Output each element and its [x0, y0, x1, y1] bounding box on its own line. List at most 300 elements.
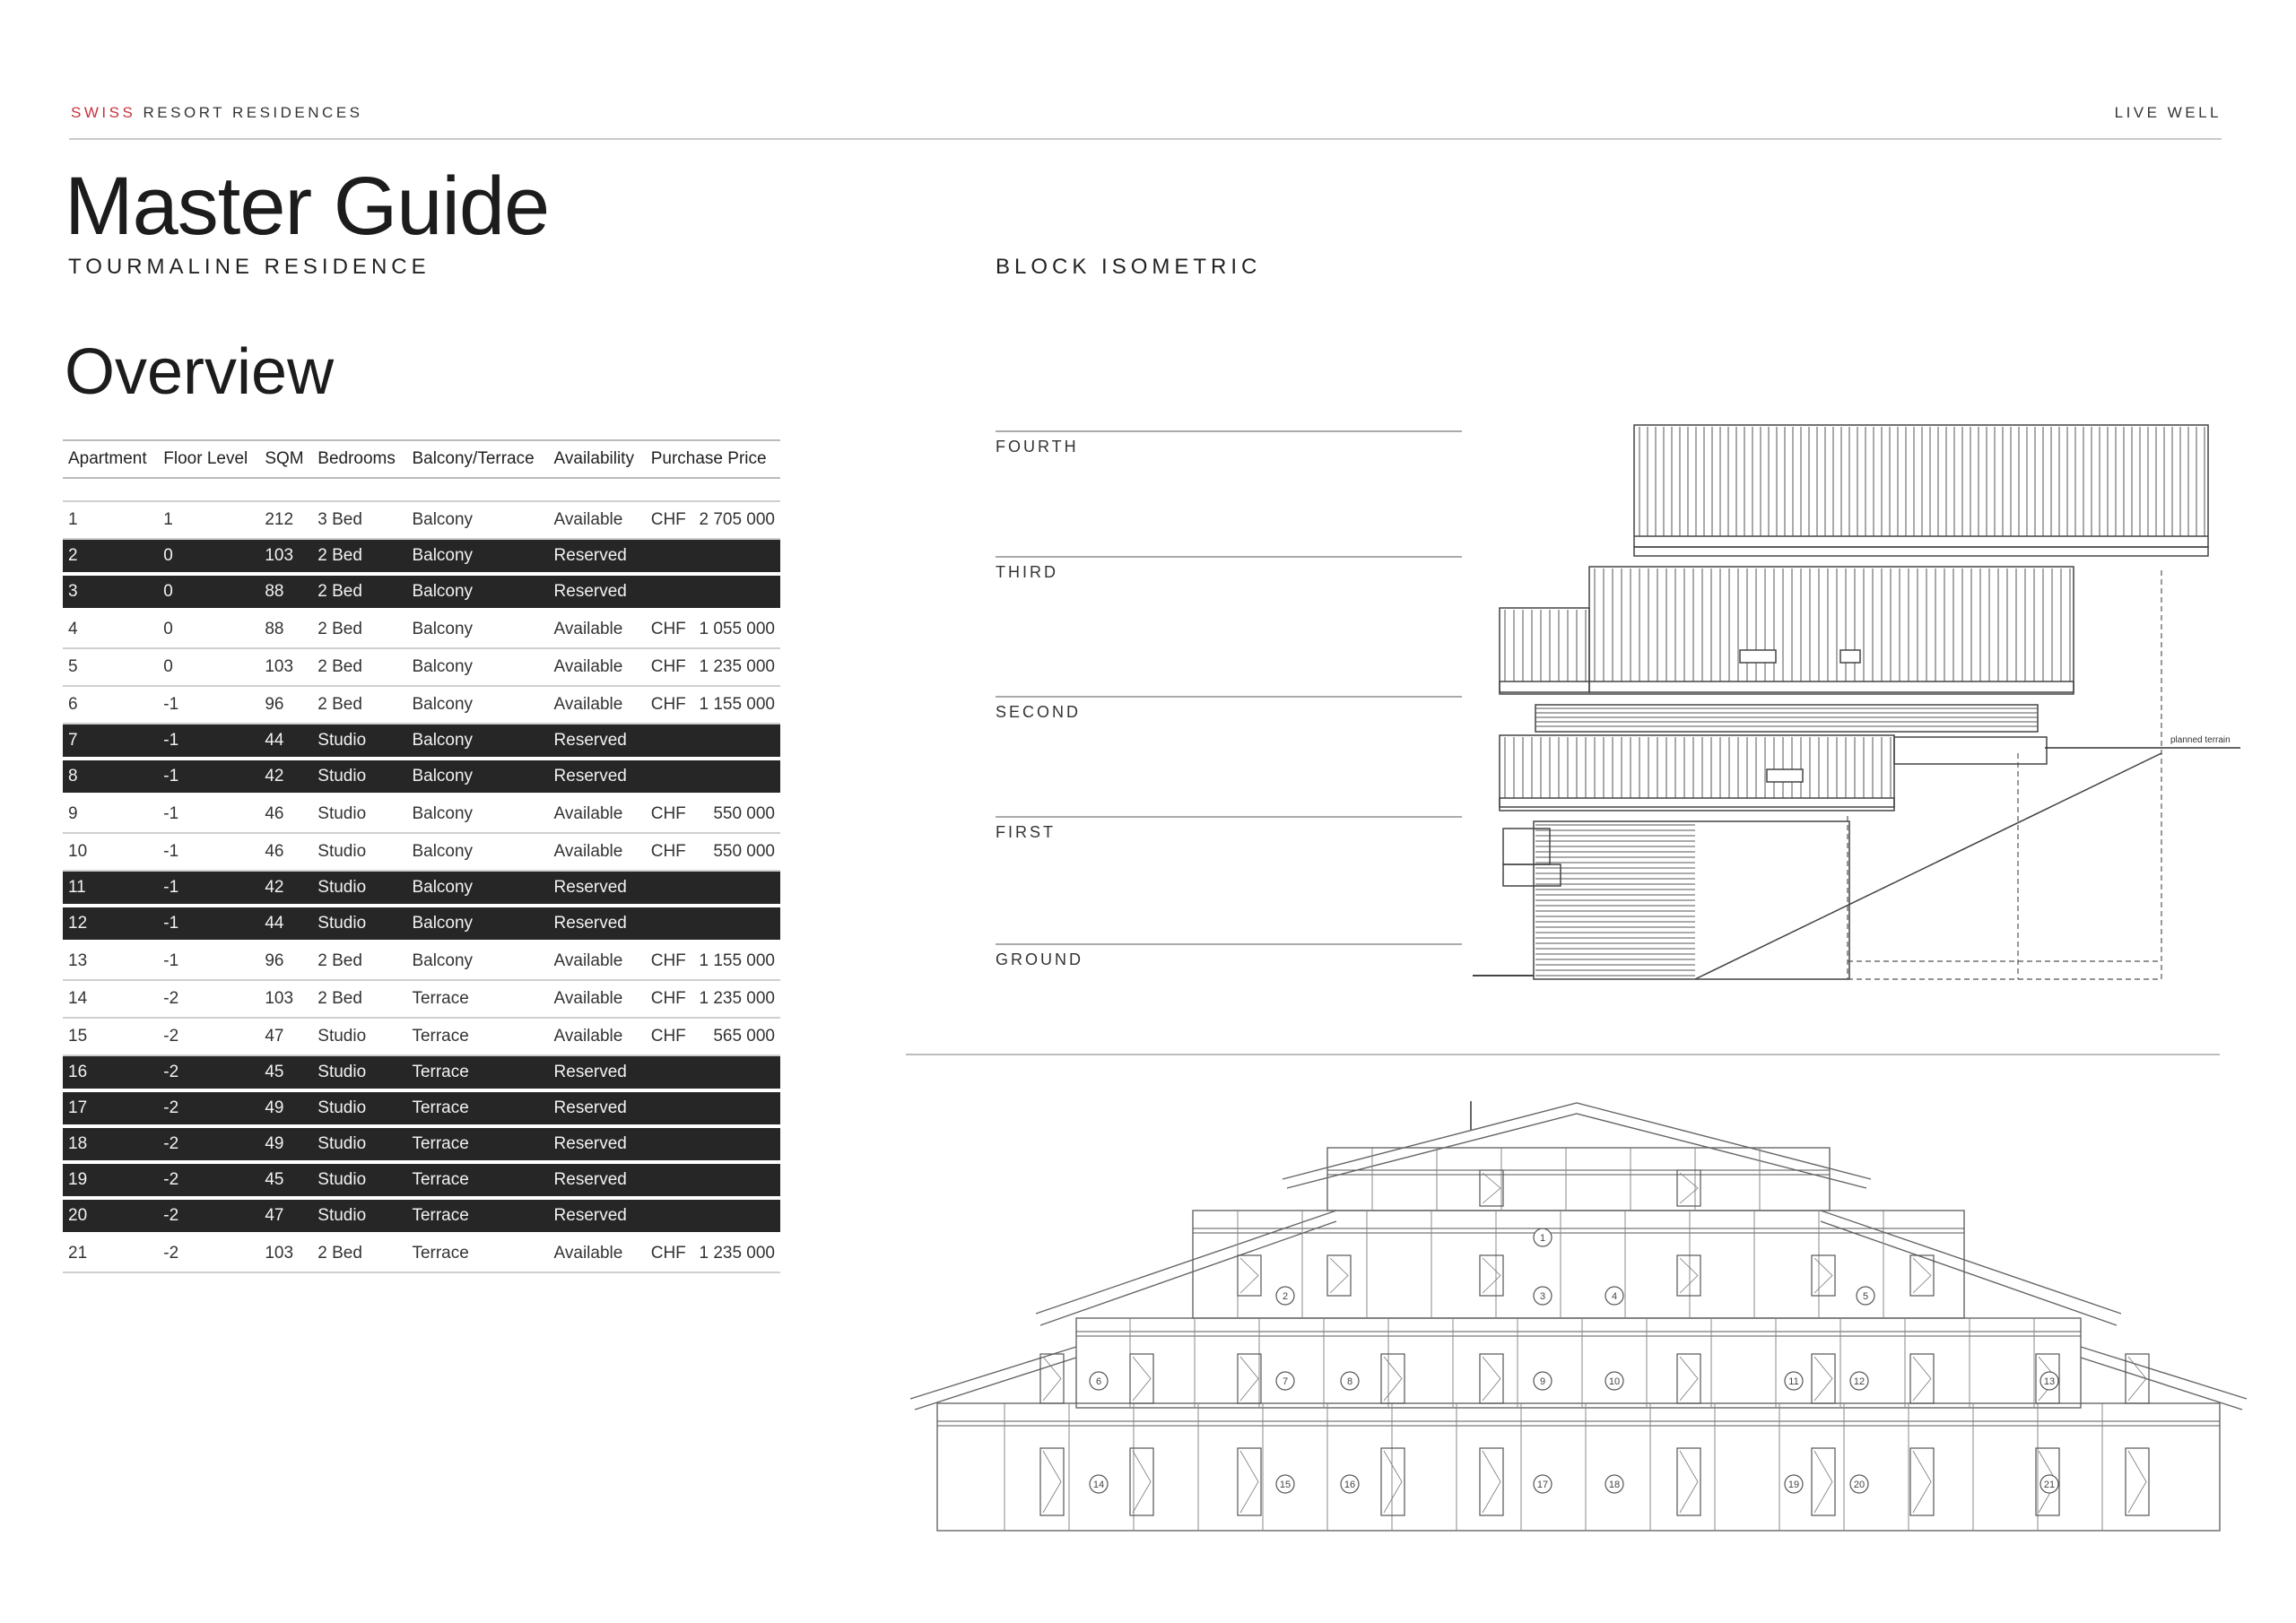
table-row [63, 724, 780, 759]
table-row [63, 833, 780, 871]
price-wrap [651, 1244, 775, 1263]
col-availability-cell: Available [549, 1018, 646, 1055]
window-door [1480, 1255, 1503, 1296]
spacer-cell [63, 478, 780, 501]
window-door [1480, 1448, 1503, 1515]
col-availability-cell: Available [549, 942, 646, 980]
second-floor-terrace [1894, 737, 2047, 764]
unit-marker-number: 7 [1282, 1376, 1289, 1387]
window-door [1910, 1354, 1934, 1403]
col-apartment-cell: 7 [63, 724, 158, 759]
floor-label-third: THIRD [996, 556, 1462, 582]
unit-marker-number: 18 [1608, 1480, 1621, 1490]
price-wrap [651, 657, 775, 677]
col-purchase-price-cell [646, 501, 780, 539]
col-bedrooms-cell: 2 Bed [312, 610, 406, 648]
col-bedrooms-cell: Studio [312, 1018, 406, 1055]
page-title: Master Guide [65, 161, 550, 252]
unit-marker-number: 20 [1853, 1480, 1866, 1490]
price-amount: 1 155 000 [699, 951, 775, 970]
third-floor-window [1840, 650, 1860, 663]
col-sqm-cell: 44 [259, 906, 312, 942]
price-amount: 1 235 000 [699, 1244, 775, 1263]
table-row [63, 1162, 780, 1198]
second-floor-cladding [1505, 737, 1891, 798]
col-floor-level-cell: 0 [158, 610, 259, 648]
window-door [1238, 1354, 1261, 1403]
col-floor-level-cell: -2 [158, 1198, 259, 1234]
col-balcony-terrace-cell: Balcony [406, 724, 548, 759]
col-bedrooms-cell: 2 Bed [312, 942, 406, 980]
floor-label-first: FIRST [996, 816, 1462, 842]
price-currency: CHF [650, 1027, 686, 1046]
table-row [63, 1126, 780, 1162]
col-sqm-cell: 103 [259, 539, 312, 574]
col-apartment-cell: 21 [63, 1234, 158, 1272]
col-bedrooms-header: Bedrooms [312, 440, 406, 478]
col-bedrooms-cell: Studio [312, 1162, 406, 1198]
isometric-title: BLOCK ISOMETRIC [996, 255, 1262, 279]
col-balcony-terrace-cell: Balcony [406, 871, 548, 906]
col-purchase-price-cell [646, 980, 780, 1018]
window-door-swing [1043, 1451, 1061, 1513]
window-door-swing [1913, 1357, 1931, 1401]
price-amount: 565 000 [713, 1027, 775, 1046]
col-sqm-cell: 45 [259, 1055, 312, 1090]
col-apartment-cell: 14 [63, 980, 158, 1018]
col-bedrooms-cell: 2 Bed [312, 648, 406, 686]
col-floor-level-cell: -2 [158, 1055, 259, 1090]
col-balcony-terrace-cell: Balcony [406, 942, 548, 980]
unit-marker-number: 4 [1611, 1291, 1618, 1302]
left-upper-roof [1036, 1211, 1336, 1325]
fourth-floor-cladding [1639, 427, 2205, 536]
window-door-swing [1680, 1258, 1698, 1293]
second-floor-balcony-rails [1535, 708, 2038, 726]
col-floor-level-cell: -2 [158, 980, 259, 1018]
price-amount: 1 235 000 [699, 989, 775, 1008]
window-door-swing [1384, 1451, 1402, 1513]
unit-marker-number: 11 [1788, 1376, 1799, 1387]
unit-marker-number: 10 [1608, 1376, 1621, 1387]
col-floor-level-cell: -2 [158, 1090, 259, 1126]
col-floor-level-cell: -1 [158, 686, 259, 724]
table-row [63, 539, 780, 574]
col-sqm-cell: 96 [259, 942, 312, 980]
unit-marker-number: 16 [1344, 1480, 1356, 1490]
col-apartment-cell: 1 [63, 501, 158, 539]
col-apartment-cell: 12 [63, 906, 158, 942]
col-purchase-price-cell [646, 1198, 780, 1234]
price-wrap [651, 842, 775, 862]
window-door-swing [1680, 1451, 1698, 1513]
col-apartment-cell: 18 [63, 1126, 158, 1162]
col-availability-cell: Reserved [549, 1126, 646, 1162]
col-purchase-price-cell [646, 942, 780, 980]
table-row [63, 1090, 780, 1126]
window-door-swing [1680, 1357, 1698, 1401]
col-bedrooms-cell: 2 Bed [312, 980, 406, 1018]
col-availability-cell: Reserved [549, 1162, 646, 1198]
unit-marker-number: 5 [1862, 1291, 1869, 1302]
col-sqm-cell: 103 [259, 648, 312, 686]
col-balcony-terrace-cell: Terrace [406, 1018, 548, 1055]
col-sqm-cell: 103 [259, 980, 312, 1018]
col-floor-level-cell: -2 [158, 1234, 259, 1272]
col-apartment-cell: 11 [63, 871, 158, 906]
col-purchase-price-cell [646, 1018, 780, 1055]
left-lower-roof [910, 1347, 1076, 1410]
col-availability-cell: Reserved [549, 871, 646, 906]
third-floor-block [1589, 567, 2074, 692]
col-floor-level-cell: 0 [158, 574, 259, 610]
window-door [1480, 1354, 1503, 1403]
unit-marker-number: 6 [1095, 1376, 1102, 1387]
window-door [1130, 1354, 1153, 1403]
col-sqm-cell: 49 [259, 1126, 312, 1162]
brand-rest: RESORT RESIDENCES [135, 104, 363, 121]
col-bedrooms-cell: Studio [312, 871, 406, 906]
unit-marker-number: 3 [1539, 1291, 1546, 1302]
table-row [63, 1018, 780, 1055]
price-amount: 550 000 [713, 842, 775, 861]
price-currency: CHF [650, 657, 686, 676]
window-door-swing [1483, 1258, 1500, 1293]
main-roof-inner [1287, 1114, 1866, 1188]
col-floor-level-cell: -1 [158, 759, 259, 794]
floor-band [1076, 1332, 2081, 1336]
floor-label-second: SECOND [996, 696, 1462, 722]
window-door-swing [1814, 1451, 1832, 1513]
col-floor-level-cell: -2 [158, 1126, 259, 1162]
col-availability-cell: Available [549, 686, 646, 724]
col-balcony-terrace-cell: Balcony [406, 906, 548, 942]
col-availability-cell: Available [549, 501, 646, 539]
col-purchase-price-cell [646, 759, 780, 794]
col-sqm-cell: 96 [259, 686, 312, 724]
col-floor-level-cell: 1 [158, 501, 259, 539]
col-apartment-cell: 6 [63, 686, 158, 724]
col-apartment-cell: 3 [63, 574, 158, 610]
col-balcony-terrace-cell: Terrace [406, 1198, 548, 1234]
third-floor-wing-cladding [1505, 610, 1586, 681]
window-door-swing [1483, 1173, 1500, 1203]
price-currency: CHF [650, 1244, 686, 1263]
page-subtitle: TOURMALINE RESIDENCE [68, 255, 430, 279]
col-balcony-terrace-cell: Terrace [406, 1162, 548, 1198]
col-balcony-terrace-cell: Terrace [406, 980, 548, 1018]
window-door [1812, 1255, 1835, 1296]
col-floor-level-cell: 0 [158, 539, 259, 574]
fourth-floor-slab [1634, 547, 2208, 556]
unit-marker-number: 19 [1787, 1480, 1800, 1490]
col-availability-cell: Reserved [549, 1198, 646, 1234]
col-bedrooms-cell: Studio [312, 1198, 406, 1234]
price-amount: 1 155 000 [699, 695, 775, 714]
col-apartment-cell: 20 [63, 1198, 158, 1234]
window-door [1040, 1354, 1064, 1403]
window-door [1381, 1354, 1405, 1403]
window-door [1910, 1255, 1934, 1296]
col-availability-cell: Reserved [549, 906, 646, 942]
col-balcony-terrace-cell: Balcony [406, 648, 548, 686]
window-door-swing [1913, 1258, 1931, 1293]
window-door [1040, 1448, 1064, 1515]
col-bedrooms-cell: Studio [312, 1090, 406, 1126]
col-balcony-terrace-cell: Terrace [406, 1090, 548, 1126]
upper-middle-frame [1193, 1211, 1964, 1318]
price-wrap [651, 510, 775, 530]
lower-floor-shutters [1535, 825, 1695, 976]
col-apartment-header: Apartment [63, 440, 158, 478]
col-bedrooms-cell: 2 Bed [312, 574, 406, 610]
col-availability-cell: Reserved [549, 759, 646, 794]
table-row [63, 871, 780, 906]
col-apartment-cell: 10 [63, 833, 158, 871]
table-row [63, 1055, 780, 1090]
col-purchase-price-cell [646, 794, 780, 833]
col-sqm-cell: 44 [259, 724, 312, 759]
unit-marker-number: 9 [1539, 1376, 1546, 1387]
col-availability-cell: Reserved [549, 539, 646, 574]
col-apartment-cell: 9 [63, 794, 158, 833]
col-availability-cell: Available [549, 833, 646, 871]
col-purchase-price-cell [646, 539, 780, 574]
col-purchase-price-cell [646, 906, 780, 942]
window-door [1677, 1170, 1700, 1206]
price-wrap [651, 951, 775, 971]
unit-marker-number: 1 [1539, 1233, 1546, 1244]
window-door [1910, 1448, 1934, 1515]
floor-band [937, 1421, 2220, 1426]
third-floor-cladding [1595, 568, 2070, 681]
brand-wordmark [71, 104, 363, 122]
floor-label-ground: GROUND [996, 943, 1462, 969]
window-door-swing [1330, 1258, 1348, 1293]
col-balcony-terrace-cell: Balcony [406, 759, 548, 794]
price-amount: 2 705 000 [699, 510, 775, 529]
col-floor-level-cell: -1 [158, 906, 259, 942]
col-apartment-cell: 17 [63, 1090, 158, 1126]
planned-terrain-label: planned terrain [2170, 735, 2231, 745]
window-door-swing [1814, 1258, 1832, 1293]
col-availability-cell: Reserved [549, 574, 646, 610]
price-currency: CHF [650, 695, 686, 714]
table-row [63, 1234, 780, 1272]
window-door [1327, 1255, 1351, 1296]
table-spacer [63, 478, 780, 501]
tagline: LIVE WELL [2114, 104, 2222, 121]
col-balcony-terrace-cell: Balcony [406, 610, 548, 648]
col-availability-cell: Available [549, 794, 646, 833]
col-bedrooms-cell: Studio [312, 1055, 406, 1090]
col-sqm-cell: 212 [259, 501, 312, 539]
col-balcony-terrace-cell: Balcony [406, 574, 548, 610]
col-apartment-cell: 4 [63, 610, 158, 648]
col-sqm-cell: 88 [259, 610, 312, 648]
window-door [1238, 1448, 1261, 1515]
col-apartment-cell: 5 [63, 648, 158, 686]
table-row [63, 759, 780, 794]
price-wrap [651, 1027, 775, 1046]
col-apartment-cell: 19 [63, 1162, 158, 1198]
table-row [63, 794, 780, 833]
col-sqm-cell: 88 [259, 574, 312, 610]
price-currency: CHF [650, 989, 686, 1008]
col-availability-cell: Reserved [549, 1090, 646, 1126]
col-balcony-terrace-cell: Terrace [406, 1126, 548, 1162]
col-bedrooms-cell: Studio [312, 1126, 406, 1162]
window-door [1381, 1448, 1405, 1515]
col-purchase-price-cell [646, 1234, 780, 1272]
col-purchase-price-cell [646, 1090, 780, 1126]
window-door [1677, 1255, 1700, 1296]
col-sqm-cell: 49 [259, 1090, 312, 1126]
front-elevation-drawing [906, 1085, 2251, 1533]
col-sqm-cell: 46 [259, 833, 312, 871]
window-door-swing [1133, 1451, 1151, 1513]
table-row [63, 1198, 780, 1234]
window-door [1677, 1448, 1700, 1515]
col-purchase-price-cell [646, 648, 780, 686]
col-bedrooms-cell: Studio [312, 724, 406, 759]
block-isometric-drawing [1471, 412, 2242, 986]
floor-band [1327, 1170, 1830, 1175]
col-bedrooms-cell: 2 Bed [312, 1234, 406, 1272]
col-balcony-terrace-cell: Balcony [406, 539, 548, 574]
window-door-swing [1814, 1357, 1832, 1401]
col-availability-cell: Reserved [549, 1055, 646, 1090]
col-purchase-price-header: Purchase Price [646, 440, 780, 478]
col-balcony-terrace-cell: Balcony [406, 501, 548, 539]
col-sqm-cell: 47 [259, 1018, 312, 1055]
window-door [1238, 1255, 1261, 1296]
price-wrap [651, 989, 775, 1009]
second-floor-slab [1500, 798, 1894, 811]
apartment-table [63, 439, 780, 1273]
col-floor-level-cell: -1 [158, 942, 259, 980]
price-wrap [651, 620, 775, 639]
window-door [1812, 1354, 1835, 1403]
col-floor-level-cell: -2 [158, 1018, 259, 1055]
col-floor-level-cell: -2 [158, 1162, 259, 1198]
col-availability-cell: Available [549, 980, 646, 1018]
col-sqm-cell: 42 [259, 871, 312, 906]
col-sqm-cell: 42 [259, 759, 312, 794]
price-amount: 550 000 [713, 804, 775, 823]
unit-marker-number: 17 [1536, 1480, 1549, 1490]
col-sqm-cell: 45 [259, 1162, 312, 1198]
window-door-swing [1240, 1451, 1258, 1513]
price-currency: CHF [650, 620, 686, 638]
section-divider [906, 1054, 2220, 1055]
col-floor-level-cell: -1 [158, 871, 259, 906]
table-row [63, 501, 780, 539]
col-sqm-cell: 47 [259, 1198, 312, 1234]
unit-marker-number: 12 [1853, 1376, 1866, 1387]
price-currency: CHF [650, 951, 686, 970]
col-bedrooms-cell: Studio [312, 794, 406, 833]
col-purchase-price-cell [646, 686, 780, 724]
window-door [1677, 1354, 1700, 1403]
window-door-swing [1483, 1451, 1500, 1513]
right-lower-roof [2081, 1347, 2247, 1410]
table-row [63, 648, 780, 686]
second-floor-window [1767, 769, 1803, 782]
window-door-swing [1240, 1258, 1258, 1293]
price-amount: 1 055 000 [699, 620, 775, 638]
col-availability-cell: Available [549, 1234, 646, 1272]
window-door [1480, 1170, 1503, 1206]
price-currency: CHF [650, 510, 686, 529]
table-row [63, 980, 780, 1018]
window-door [2126, 1448, 2149, 1515]
top-frame [1327, 1148, 1830, 1211]
third-floor-wing [1500, 608, 1589, 692]
col-sqm-cell: 46 [259, 794, 312, 833]
col-sqm-header: SQM [259, 440, 312, 478]
col-balcony-terrace-cell: Balcony [406, 833, 548, 871]
col-balcony-terrace-cell: Terrace [406, 1234, 548, 1272]
window-door-swing [1483, 1357, 1500, 1401]
col-purchase-price-cell [646, 724, 780, 759]
table-header-row [63, 440, 780, 478]
col-apartment-cell: 16 [63, 1055, 158, 1090]
col-balcony-terrace-cell: Balcony [406, 686, 548, 724]
col-purchase-price-cell [646, 574, 780, 610]
window-door-swing [1913, 1451, 1931, 1513]
table-row [63, 906, 780, 942]
col-balcony-terrace-cell: Balcony [406, 794, 548, 833]
table-row [63, 610, 780, 648]
main-roof [1283, 1103, 1871, 1179]
col-availability-cell: Available [549, 648, 646, 686]
col-floor-level-cell: -1 [158, 833, 259, 871]
price-currency: CHF [650, 804, 686, 823]
window-door-swing [1384, 1357, 1402, 1401]
col-purchase-price-cell [646, 1055, 780, 1090]
unit-marker-number: 21 [2043, 1480, 2056, 1490]
col-balcony-terrace-cell: Terrace [406, 1055, 548, 1090]
col-apartment-cell: 15 [63, 1018, 158, 1055]
price-currency: CHF [650, 842, 686, 861]
price-wrap [651, 695, 775, 715]
unit-marker-number: 2 [1282, 1291, 1289, 1302]
right-upper-roof [1821, 1211, 2121, 1325]
table-row [63, 686, 780, 724]
unit-marker-number: 8 [1346, 1376, 1353, 1387]
col-purchase-price-cell [646, 833, 780, 871]
window-door [1812, 1448, 1835, 1515]
table-row [63, 942, 780, 980]
col-bedrooms-cell: Studio [312, 833, 406, 871]
third-floor-window [1740, 650, 1776, 663]
col-balcony-terrace-header: Balcony/Terrace [406, 440, 548, 478]
window-door-swing [1240, 1357, 1258, 1401]
col-purchase-price-cell [646, 610, 780, 648]
table-body [63, 478, 780, 1272]
col-purchase-price-cell [646, 871, 780, 906]
col-floor-level-header: Floor Level [158, 440, 259, 478]
window-door-swing [1133, 1357, 1151, 1401]
col-bedrooms-cell: 3 Bed [312, 501, 406, 539]
overview-heading: Overview [65, 336, 335, 408]
col-bedrooms-cell: Studio [312, 906, 406, 942]
col-availability-cell: Reserved [549, 724, 646, 759]
col-apartment-cell: 2 [63, 539, 158, 574]
floor-label-fourth: FOURTH [996, 430, 1462, 456]
brand-accent: SWISS [71, 104, 136, 121]
